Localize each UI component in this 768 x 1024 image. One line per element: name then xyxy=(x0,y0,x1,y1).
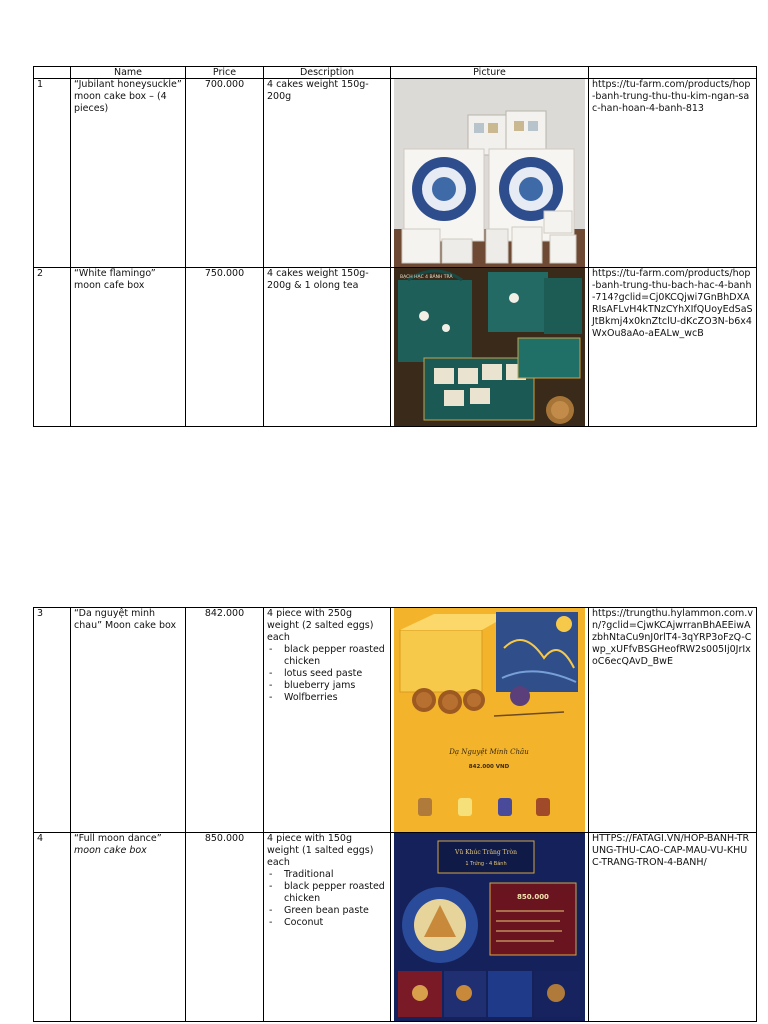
picture-subcaption: 1 Trứng - 4 Bánh xyxy=(465,861,507,867)
table-row xyxy=(34,268,757,427)
picture-caption: Dạ Nguyệt Minh Châu xyxy=(449,748,529,756)
product-price: 850.000 xyxy=(186,833,264,1022)
header-link xyxy=(589,67,757,79)
header-price: Price xyxy=(186,67,264,79)
description-text: 4 piece with 150g weight (1 salted eggs) each xyxy=(267,833,374,868)
product-price: 700.000 xyxy=(186,79,264,268)
product-picture xyxy=(391,833,589,1022)
table-row xyxy=(34,79,757,268)
product-price: 842.000 xyxy=(186,608,264,833)
products-table-top xyxy=(33,66,757,427)
product-description xyxy=(264,833,391,1022)
header-row xyxy=(34,67,757,79)
product-link[interactable]: HTTPS://FATAGI.VN/HOP-BANH-TRUNG-THU-CAO-CAP-MAU-VU-KHUC-TRANG-TRON-4-BANH/ xyxy=(589,833,757,1022)
product-description xyxy=(264,608,391,833)
product-name-italic: moon cake box xyxy=(74,845,147,856)
picture-caption: BẠCH HẠC 4 BÁNH TRÀ xyxy=(400,275,453,280)
mooncake-box-yellow-image xyxy=(394,608,585,832)
row-number: 3 xyxy=(34,608,71,833)
header-description: Description xyxy=(264,67,391,79)
row-number: 1 xyxy=(34,79,71,268)
filling-item: - black pepper roasted chicken xyxy=(267,881,387,905)
table-row xyxy=(34,608,757,833)
filling-item: - Wolfberries xyxy=(267,692,387,704)
table-row xyxy=(34,833,757,1022)
filling-item: - blueberry jams xyxy=(267,680,387,692)
product-description: 4 cakes weight 150g-200g xyxy=(264,79,391,268)
product-picture xyxy=(391,268,589,427)
header-name: Name xyxy=(71,67,186,79)
picture-price: 850.000 xyxy=(517,893,549,901)
description-text: 4 piece with 250g weight (2 salted eggs) each xyxy=(267,608,374,643)
products-table-bottom xyxy=(33,607,757,1022)
product-name: “Jubilant honeysuckle” moon cake box – (4 pieces) xyxy=(71,79,186,268)
product-link[interactable]: https://tu-farm.com/products/hop-banh-trung-thu-bach-hac-4-banh-714?gclid=Cj0KCQjwi7GnBhDXARIsAFLvH4kTNzCYhXIfQUoyEdSaSJtBkmj4x0knZtclU-dKcZO3N-b6x4WxOu8aAo-aEALw_wcB xyxy=(589,268,757,427)
product-name: “Da nguyệt minh chau” Moon cake box xyxy=(71,608,186,833)
fillings-list xyxy=(267,869,387,929)
product-picture xyxy=(391,79,589,268)
header-picture: Picture xyxy=(391,67,589,79)
product-description: 4 cakes weight 150g-200g & 1 olong tea xyxy=(264,268,391,427)
row-number: 2 xyxy=(34,268,71,427)
filling-item: - Coconut xyxy=(267,917,387,929)
product-picture xyxy=(391,608,589,833)
filling-item: - Green bean paste xyxy=(267,905,387,917)
mooncake-box-green-image xyxy=(394,268,585,426)
header-num xyxy=(34,67,71,79)
filling-item: - Traditional xyxy=(267,869,387,881)
product-name: “White flamingo” moon cafe box xyxy=(71,268,186,427)
mooncake-box-navy-image xyxy=(394,833,585,1021)
filling-item: - lotus seed paste xyxy=(267,668,387,680)
picture-caption: Vũ Khúc Trăng Tròn xyxy=(455,849,517,856)
fillings-list xyxy=(267,644,387,704)
filling-item: - black pepper roasted chicken xyxy=(267,644,387,668)
mooncake-box-white-image xyxy=(394,79,585,267)
product-link[interactable]: https://trungthu.hylammon.com.vn/?gclid=CjwKCAjwrranBhAEEiwAzbhNtaCu9nJ0rlT4-3qYRP3oFzQ-Cwp_xUFfvBSGHeofRW2s005Ij0JrIxoC6ecQAvD_BwE xyxy=(589,608,757,833)
picture-price: 842.000 VND xyxy=(468,764,510,770)
product-name-main: “Full moon dance” xyxy=(74,833,162,844)
product-link[interactable]: https://tu-farm.com/products/hop-banh-trung-thu-thu-kim-ngan-sac-han-hoan-4-banh-813 xyxy=(589,79,757,268)
product-price: 750.000 xyxy=(186,268,264,427)
product-name xyxy=(71,833,186,1022)
row-number: 4 xyxy=(34,833,71,1022)
